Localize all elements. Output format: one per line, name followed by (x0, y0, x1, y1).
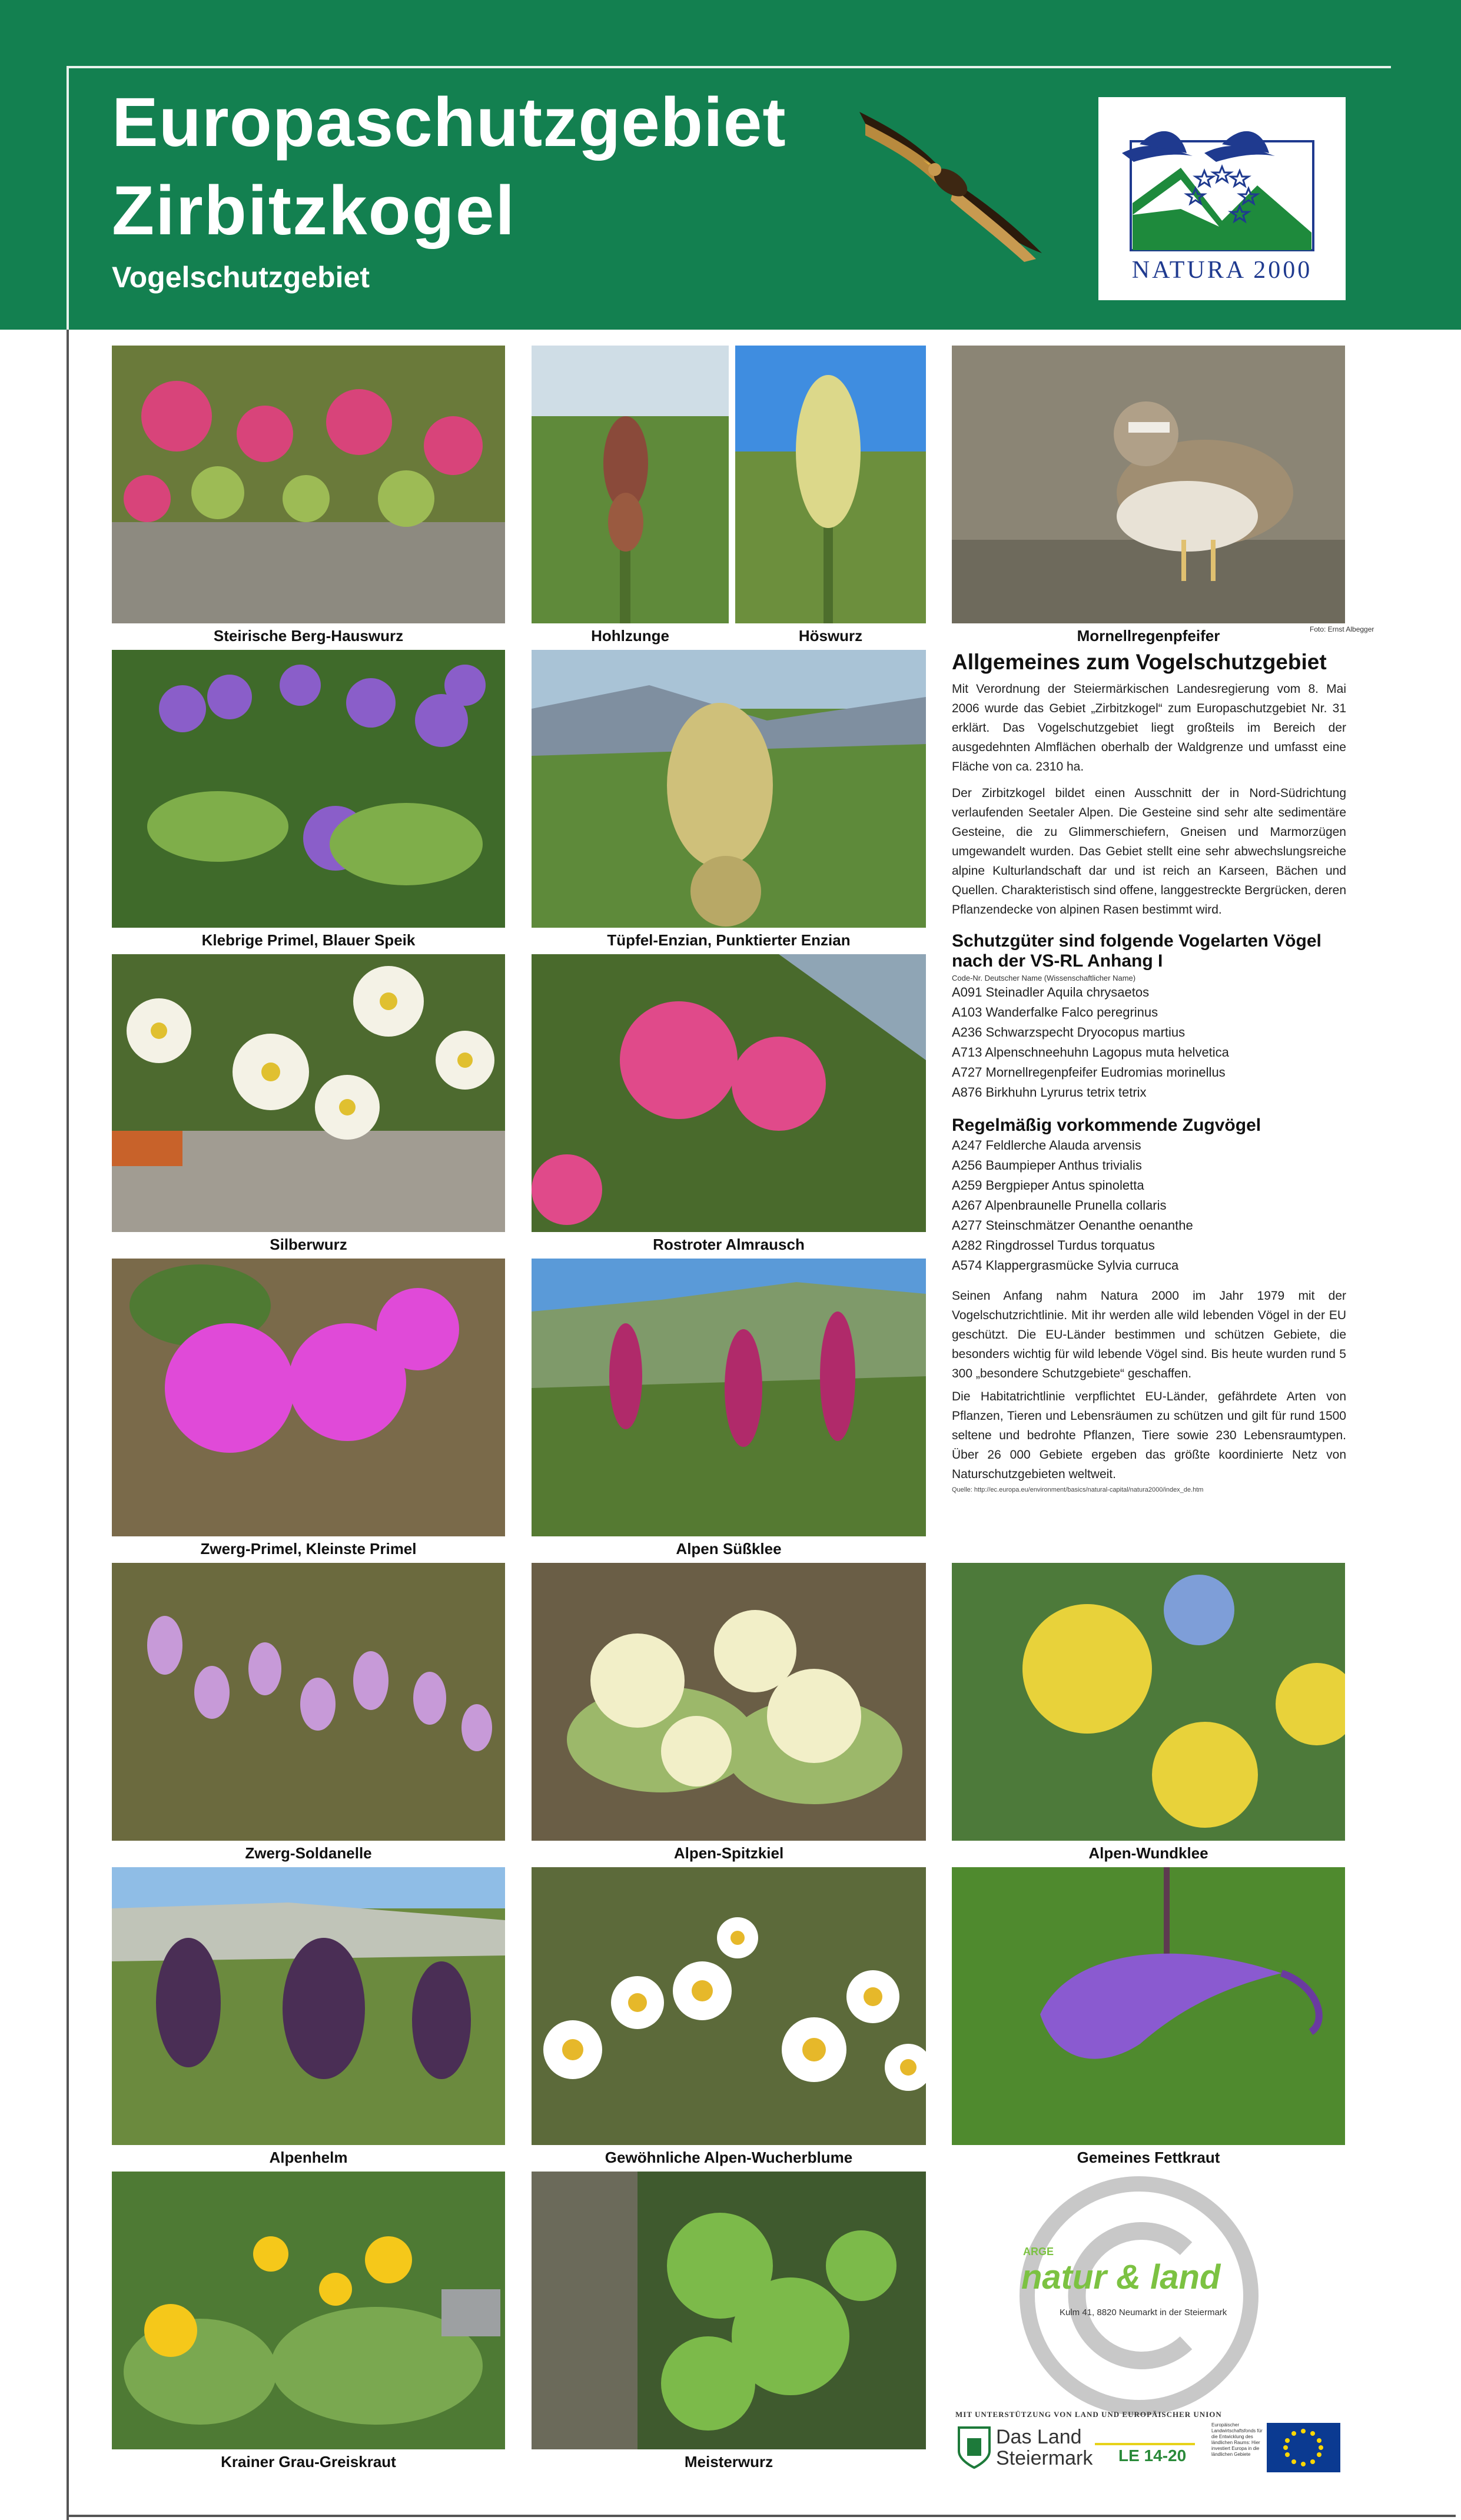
list-item: A282 Ringdrossel Turdus torquatus (952, 1238, 1155, 1253)
photo-hoswurz (735, 346, 926, 623)
photo-fettkraut (952, 1867, 1345, 2145)
frame-line (67, 2515, 1456, 2517)
caption-mornell: Mornellregenpfeifer (1077, 627, 1220, 645)
photo-spitzkiel (532, 1563, 926, 1841)
list-item: A103 Wanderfalke Falco peregrinus (952, 1005, 1158, 1020)
eagle-icon (848, 94, 1060, 271)
eu-fund-text: Europäischer Landwirtschaftsfonds für die Entwicklung des ländlichen Raums: Hier investiert Europa in die ländlichen Gebiete (1211, 2422, 1263, 2457)
caption-wundklee: Alpen-Wundklee (1088, 1844, 1208, 1862)
eu-flag-icon (1267, 2423, 1340, 2472)
photo-suessklee (532, 1259, 926, 1536)
list-item: A876 Birkhuhn Lyrurus tetrix tetrix (952, 1085, 1147, 1100)
list-item: A259 Bergpieper Antus spinoletta (952, 1178, 1144, 1193)
caption-hoswurz: Höswurz (798, 627, 863, 645)
arge-label: ARGE (1023, 2246, 1054, 2257)
frame-line (67, 66, 69, 330)
photo-mornell (952, 346, 1345, 623)
caption-meisterwurz: Meisterwurz (684, 2453, 773, 2471)
info-paragraph: Die Habitatrichtlinie verpflichtet EU-Länder, gefährdete Arten von Pflanzen, Tieren und Lebensräumen zu schützen und gilt für rund 1500 seltene und bedrohte Pflanzen, Tiere sowie 230 Lebensraumtypen. Über 26 000 Gebiete ergeben das größte koordinierte Netz von Naturschutzgebieten weltweit. (952, 1390, 1346, 1481)
photo-wucherblume (532, 1867, 926, 2145)
caption-silberwurz: Silberwurz (270, 1236, 347, 1253)
photo-soldanelle (112, 1563, 505, 1841)
caption-hauswurz: Steirische Berg-Hauswurz (213, 627, 404, 645)
land-steiermark-logo (996, 2426, 1093, 2469)
arge-address: Kulm 41, 8820 Neumarkt in der Steiermark (1060, 2307, 1227, 2318)
caption-zwergprimel: Zwerg-Primel, Kleinste Primel (200, 1540, 417, 1558)
zug-list (952, 1136, 1346, 1276)
schutz-heading: Schutzgüter sind folgende Vogelarten Vögel nach der VS-RL Anhang I (952, 931, 1321, 971)
photo-hauswurz (112, 346, 505, 623)
info-paragraph: Der Zirbitzkogel bildet einen Ausschnitt der in Nord-Südrichtung verlaufenden Seetaler Alpen. Die Gesteine sind sehr alte sedimentäre Gesteine, die zu Glimmerschiefern, Gneisen und Marmorzügen umgewandelt wurden. Das Gebiet stellt eine sehr abwechslungsreiche alpine Kulturlandschaft dar und ist reich an Karseen, Bächen und Quellen. Charakteristisch sind offene, langgestreckte Bergrücken, deren Pflanzendecke von alpinen Rasen bestimmt wird. (952, 786, 1346, 917)
photo-zwergprimel (112, 1259, 505, 1536)
caption-spitzkiel: Alpen-Spitzkiel (673, 1844, 784, 1862)
info-heading: Allgemeines zum Vogelschutzgebiet (952, 650, 1327, 674)
caption-primel: Klebrige Primel, Blauer Speik (201, 931, 416, 949)
caption-suessklee: Alpen Süßklee (676, 1540, 782, 1558)
steiermark-crest-icon (957, 2425, 992, 2469)
list-item: A256 Baumpieper Anthus trivialis (952, 1158, 1142, 1173)
land-line2: Steiermark (996, 2447, 1093, 2469)
photo-meisterwurz (532, 2172, 926, 2449)
list-item: A267 Alpenbraunelle Prunella collaris (952, 1198, 1167, 1213)
natura-2000-logo (1098, 97, 1346, 300)
photo-credit: Foto: Ernst Albegger (1310, 625, 1374, 633)
photo-enzian (532, 650, 926, 928)
caption-fettkraut: Gemeines Fettkraut (1077, 2149, 1220, 2166)
column-header: Code-Nr. Deutscher Name (Wissenschaftlicher Name) (952, 974, 1136, 982)
le-logo: LE 14-20 (1118, 2446, 1187, 2465)
caption-soldanelle: Zwerg-Soldanelle (245, 1844, 372, 1862)
le-line (1095, 2443, 1195, 2445)
list-item: A091 Steinadler Aquila chrysaetos (952, 985, 1150, 1000)
photo-almrausch (532, 954, 926, 1232)
photo-alpenhelm (112, 1867, 505, 2145)
natura-logo-text: NATURA 2000 (1131, 257, 1313, 284)
list-item: A727 Mornellregenpfeifer Eudromias morinellus (952, 1065, 1226, 1080)
photo-wundklee (952, 1563, 1345, 1841)
list-item: A247 Feldlerche Alauda arvensis (952, 1138, 1141, 1153)
list-item: A236 Schwarzspecht Dryocopus martius (952, 1025, 1186, 1040)
info-paragraph: Mit Verordnung der Steiermärkischen Landesregierung vom 8. Mai 2006 wurde das Gebiet „Zirbitzkogel“ zum Europaschutzgebiet Nr. 31 erklärt. Das Vogelschutzgebiet liegt großteils im Bereich der ausgedehnten Almflächen oberhalb der Waldgrenze und umfasst eine Fläche von ca. 2310 ha. (952, 682, 1346, 773)
arge-logo: natur & land (1021, 2258, 1221, 2296)
caption-alpenhelm: Alpenhelm (269, 2149, 348, 2166)
page-title: Europaschutzgebiet (112, 84, 786, 161)
photo-greiskraut (112, 2172, 505, 2449)
info-paragraph: Seinen Anfang nahm Natura 2000 im Jahr 1979 mit der Vogelschutzrichtlinie. Mit ihr werden alle wild lebenden Vögel in der EU geschützt. Die EU-Länder bestimmen und schützen Gebiete, die besonders wichtig für wild lebende Vögel sind. Bis heute wurden rund 5 300 „besondere Schutzgebiete“ geschaffen. (952, 1289, 1346, 1380)
info-text-column (952, 650, 1346, 1493)
land-line1: Das Land (996, 2426, 1082, 2448)
schutz-list (952, 982, 1346, 1103)
list-item: A574 Klappergrasmücke Sylvia curruca (952, 1258, 1179, 1273)
photo-primel (112, 650, 505, 928)
zug-heading: Regelmäßig vorkommende Zugvögel (952, 1115, 1261, 1135)
photo-hohlzunge (532, 346, 729, 623)
caption-enzian: Tüpfel-Enzian, Punktierter Enzian (607, 931, 851, 949)
page-subtitle: Vogelschutzgebiet (112, 261, 370, 294)
caption-greiskraut: Krainer Grau-Greiskraut (221, 2453, 396, 2471)
support-text: MIT UNTERSTÜTZUNG VON LAND UND EUROPÄISCHER UNION (955, 2410, 1222, 2419)
frame-line (67, 66, 1391, 68)
caption-hohlzunge: Hohlzunge (591, 627, 669, 645)
list-item: A713 Alpenschneehuhn Lagopus muta helvetica (952, 1045, 1229, 1060)
frame-line (67, 66, 69, 2520)
page-title-line2: Zirbitzkogel (112, 172, 516, 250)
caption-wucherblume: Gewöhnliche Alpen-Wucherblume (605, 2149, 853, 2166)
photo-silberwurz (112, 954, 505, 1232)
source-link: Quelle: http://ec.europa.eu/environment/basics/natural-capital/natura2000/index_de.htm (952, 1486, 1204, 1493)
list-item: A277 Steinschmätzer Oenanthe oenanthe (952, 1218, 1193, 1233)
caption-almrausch: Rostroter Almrausch (653, 1236, 805, 1253)
